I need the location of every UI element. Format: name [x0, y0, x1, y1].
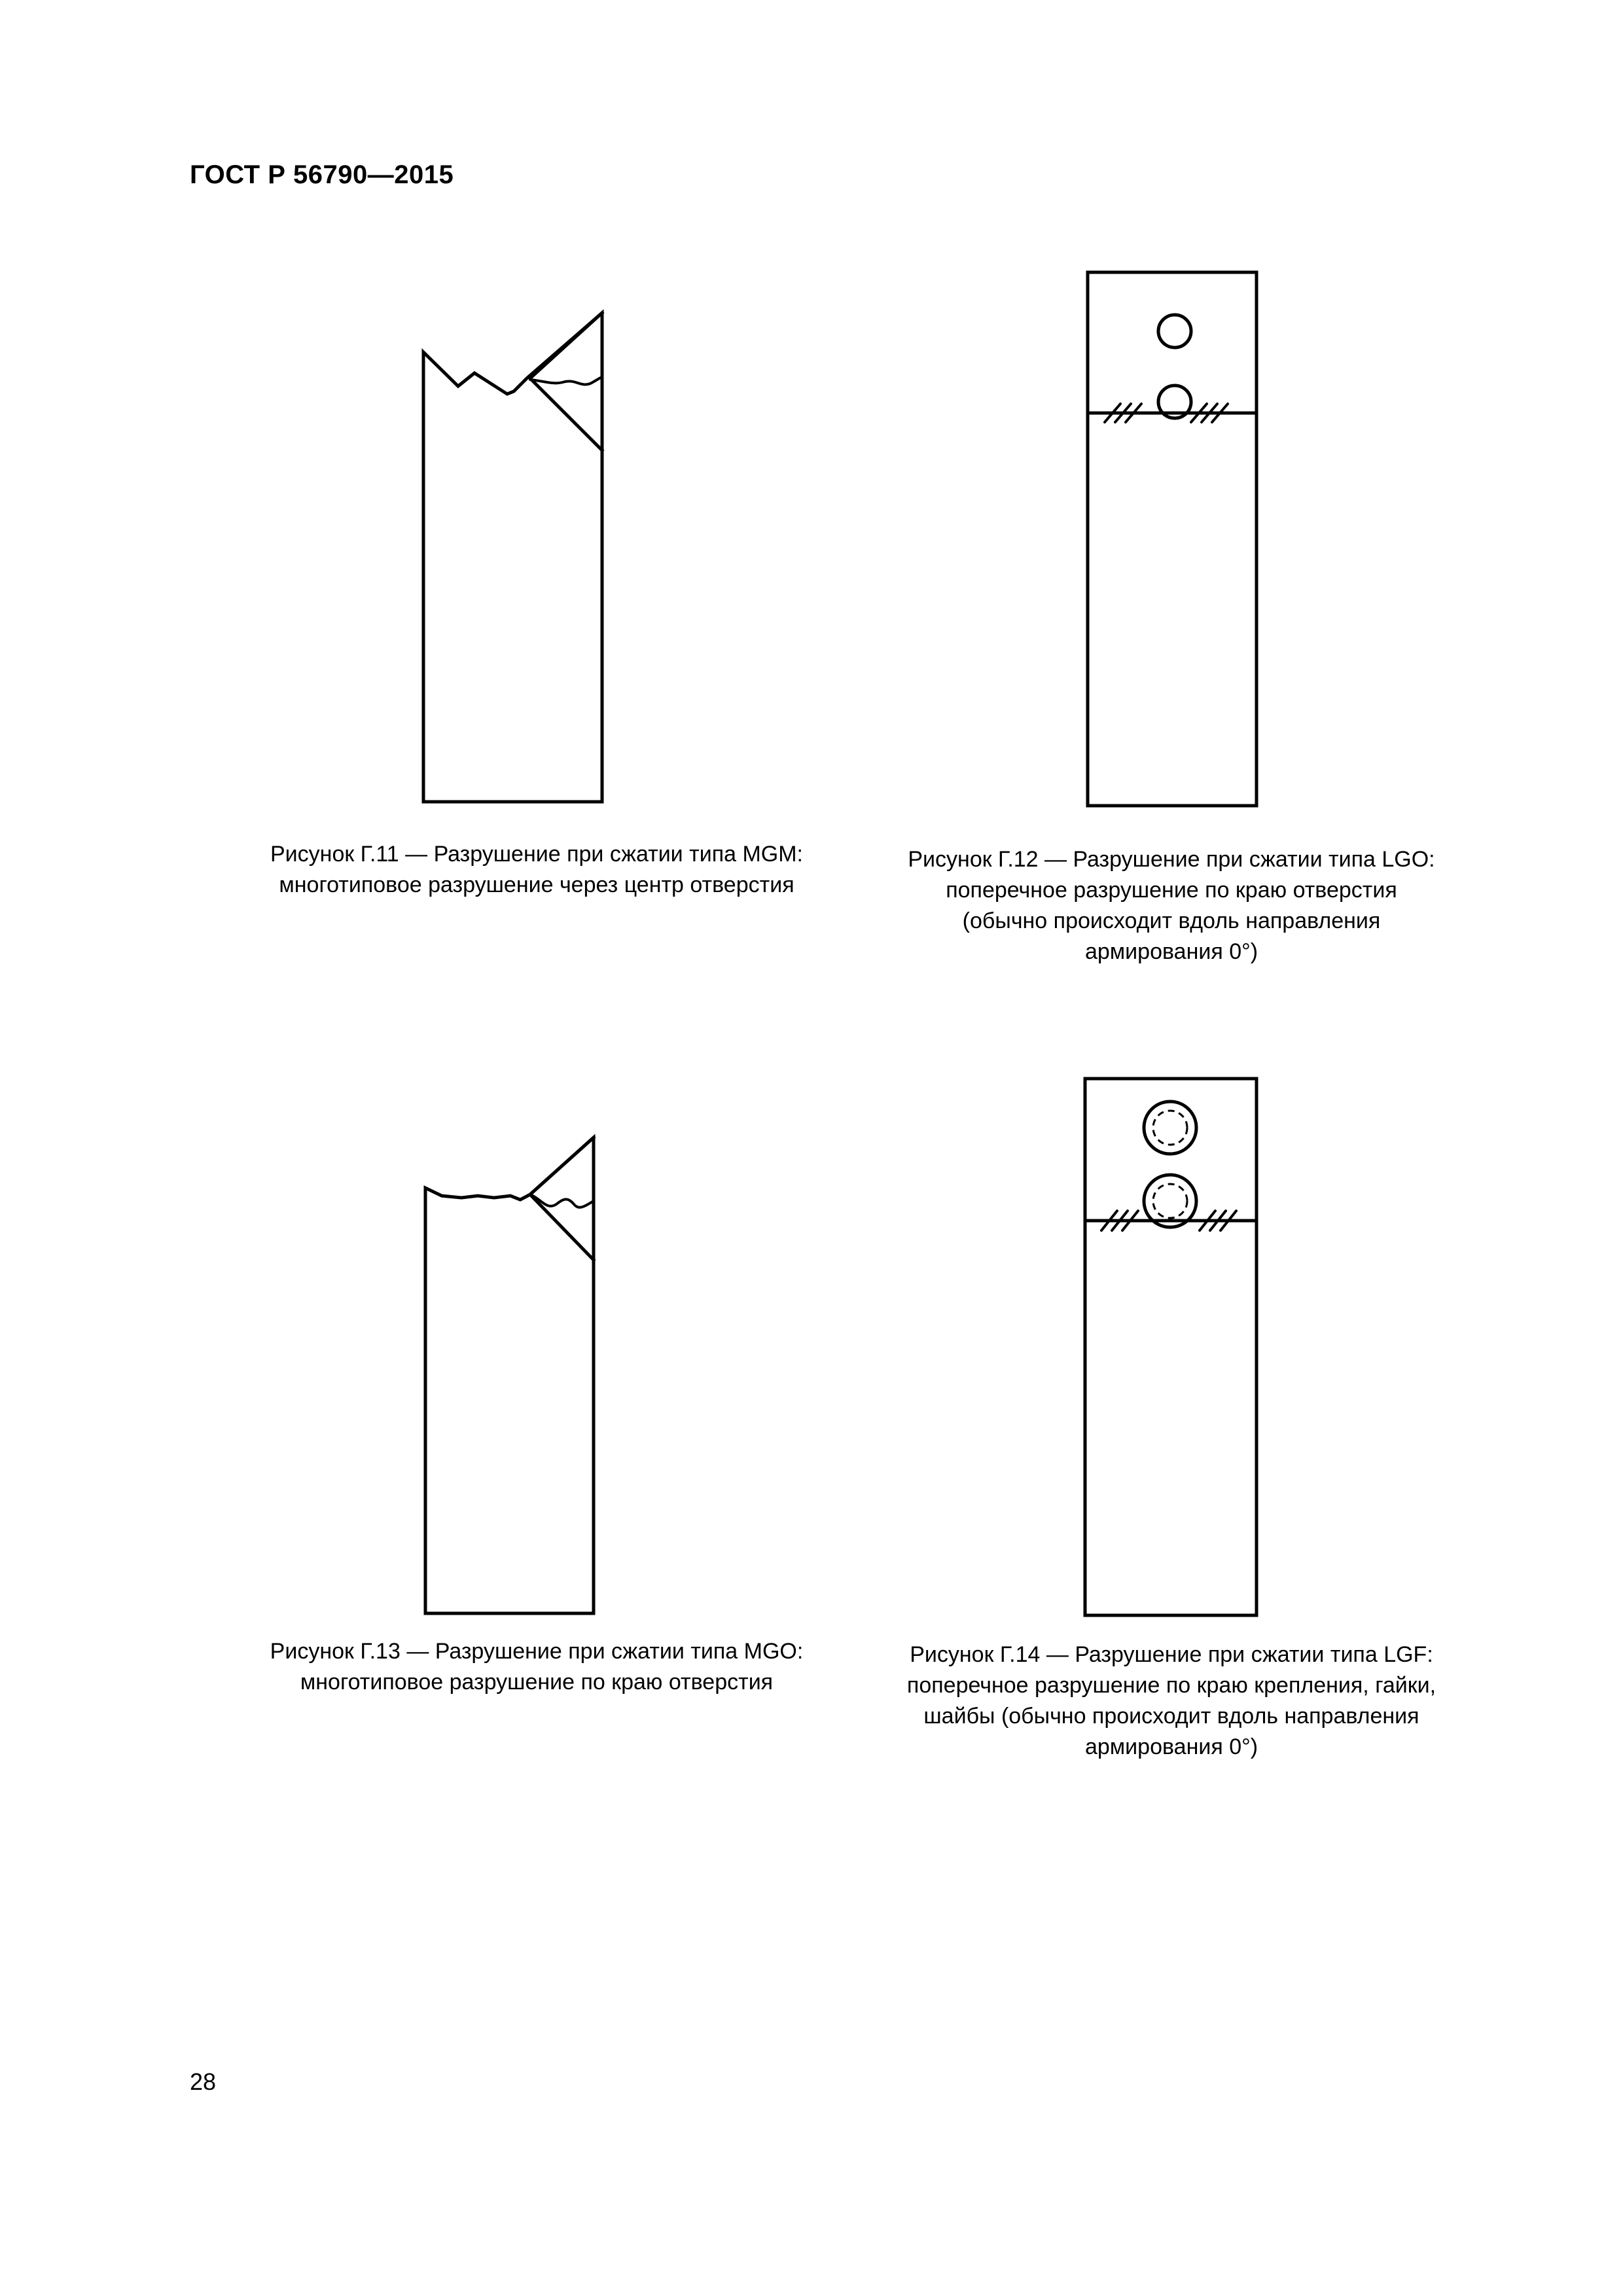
figure-g14-caption — [844, 1640, 1499, 1763]
figure-g14-specimen — [1083, 1077, 1263, 1623]
specimen-outline — [1088, 272, 1257, 806]
specimen-outline — [1085, 1079, 1257, 1615]
specimen-outline — [423, 313, 602, 802]
caption-line: многотиповое разрушение через центр отверстия — [279, 872, 794, 897]
document-header: ГОСТ Р 56790—2015 — [190, 160, 454, 189]
figure-g13-specimen — [422, 1132, 612, 1617]
caption-line: армирования 0°) — [1084, 939, 1258, 964]
caption-line: поперечное разрушение по краю крепления, гайки, — [906, 1673, 1436, 1698]
figure-g12-specimen — [1086, 268, 1263, 812]
caption-line: Рисунок Г.13 — Разрушение при сжатии типа MGO: — [270, 1639, 804, 1664]
figure-g12-caption — [844, 844, 1499, 967]
caption-line: шайбы (обычно происходит вдоль направления — [923, 1704, 1419, 1729]
bolt-upper — [1153, 1111, 1187, 1145]
specimen-outline — [425, 1138, 594, 1613]
figure-g11-specimen — [419, 301, 615, 812]
caption-line: многотиповое разрушение по краю отверстия — [300, 1670, 774, 1695]
caption-line: армирования 0°) — [1084, 1734, 1258, 1759]
caption-line: Рисунок Г.14 — Разрушение при сжатии типа LGF: — [910, 1642, 1433, 1667]
caption-line: поперечное разрушение по краю отверстия — [946, 878, 1397, 903]
caption-line: Рисунок Г.12 — Разрушение при сжатии типа LGO: — [908, 847, 1435, 872]
figure-g13-caption — [209, 1636, 864, 1698]
caption-line: Рисунок Г.11 — Разрушение при сжатии типа MGM: — [270, 842, 803, 867]
caption-line: (обычно происходит вдоль направления — [962, 908, 1381, 933]
washer-upper — [1144, 1102, 1196, 1154]
bolt-lower — [1153, 1184, 1187, 1218]
page-number: 28 — [190, 2068, 217, 2095]
figure-g11-caption — [209, 839, 864, 901]
crack-line — [530, 377, 602, 385]
hole-upper — [1158, 315, 1191, 348]
